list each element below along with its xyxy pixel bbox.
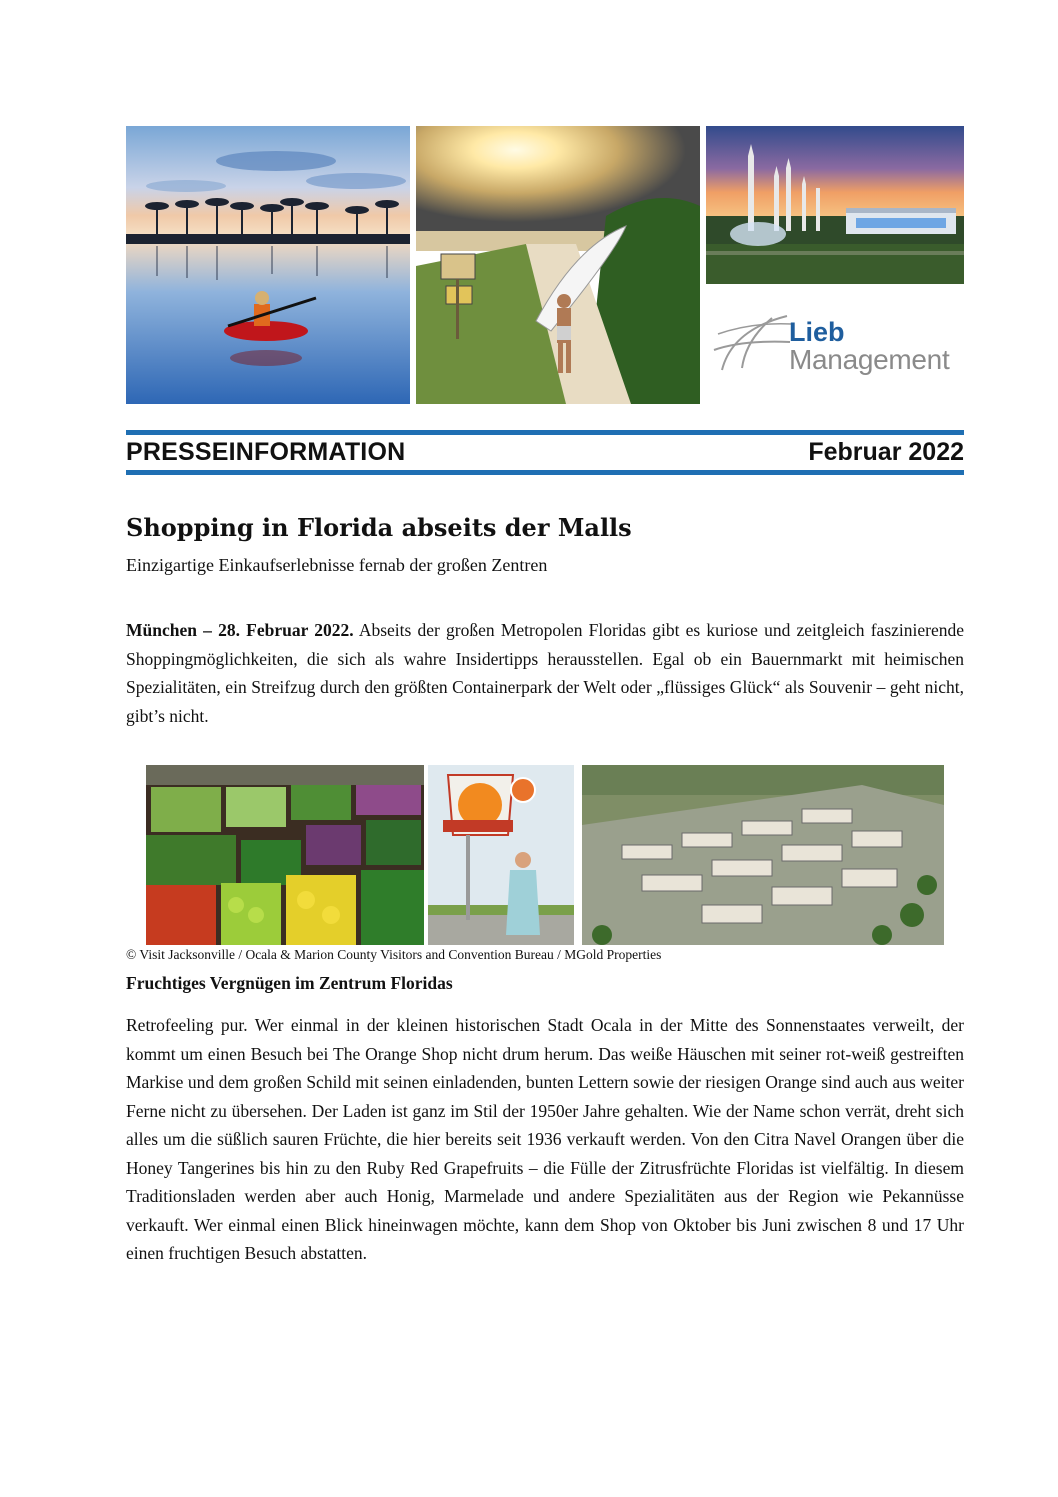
lead-dateline: München – 28. Februar 2022. <box>126 620 354 640</box>
market-photo <box>146 765 424 945</box>
logo-globe-icon <box>712 310 792 374</box>
photo-credit: © Visit Jacksonville / Ocala & Marion County Visitors and Convention Bureau / MGold Properties <box>126 947 662 962</box>
logo-lieb-text: Lieb <box>789 317 845 347</box>
container-park-photo <box>582 765 944 945</box>
surf-photo <box>416 126 700 404</box>
header-bottom-rule <box>126 470 964 475</box>
press-label: PRESSEINFORMATION <box>126 438 406 466</box>
lead-paragraph <box>126 616 964 730</box>
header-top-rule <box>126 430 964 435</box>
lieb-management-logo <box>706 300 964 404</box>
article-headline: Shopping in Florida abseits der Malls <box>126 513 632 542</box>
orange-shop-photo <box>428 765 574 945</box>
article-subheadline: Einzigartige Einkaufserlebnisse fernab der großen Zentren <box>126 555 548 575</box>
rocket-photo <box>706 126 964 284</box>
lead-text: Abseits der großen Metropolen Floridas gibt es kuriose und zeitgleich faszinierende Shoppingmöglichkeiten, die sich als wahre Insidertipps herausstellen. Egal ob ein Bauernmarkt mit heimischen Spezialitäten, ein Streifzug durch den größten Containerpark der Welt oder „flüssiges Glück“ als Souvenir – geht nicht, gibt’s nicht. <box>126 620 964 726</box>
press-date: Februar 2022 <box>808 438 964 466</box>
logo-management-text: Management <box>789 344 950 375</box>
section-paragraph: Retrofeeling pur. Wer einmal in der kleinen historischen Stadt Ocala in der Mitte des Sonnenstaates verweilt, der kommt um einen Besuch bei The Orange Shop nicht drum herum. Das weiße Häuschen mit seiner rot-weiß gestreiften Markise und dem großen Schild mit seinen einladenden, bunten Lettern sowie der riesigen Orange sind auch aus weiter Ferne nicht zu übersehen. Der Laden ist ganz im Stil der 1950er Jahre gehalten. Wie der Name schon verrät, dreht sich alles um die süßlich sauren Früchte, die hier bereits seit 1936 verkauft werden. Von den Citra Navel Orangen über die Honey Tangerines bis hin zu den Ruby Red Grapefruits – die Fülle der Zitrusfrüchte Floridas ist vielfältig. In diesem Traditionsladen werden aber auch Honig, Marmelade und andere Spezialitäten aus der Region wie Pekannüsse verkauft. Wer einmal einen Blick hineinwagen möchte, kann dem Shop von Oktober bis Juni zwischen 8 und 17 Uhr einen fruchtigen Besuch abstatten. <box>126 1015 964 1263</box>
section-heading: Fruchtiges Vergnügen im Zentrum Floridas <box>126 973 453 993</box>
kayak-photo <box>126 126 410 404</box>
